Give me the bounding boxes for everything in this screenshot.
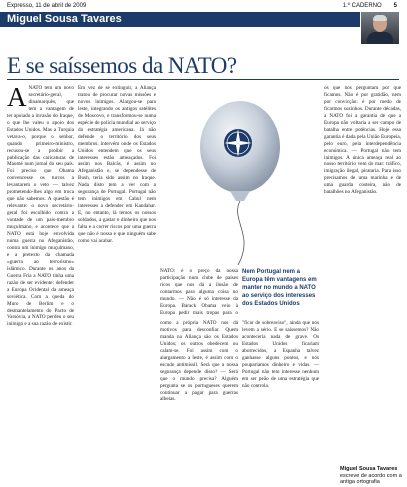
- signature-name: Miguel Sousa Tavares: [340, 466, 398, 472]
- article-column-3-upper: [160, 268, 238, 316]
- article-column-4: [242, 320, 319, 483]
- headline: E se saíssemos da NATO?: [7, 53, 237, 78]
- column-2-text: Em vez de se extinguir, a Aliança tratou de procurar novas missões e novos inimigos. Alargou-se para leste, integrando os antigos satélites de Moscovo, e transformou-se numa espécie de polícia mundial ao serviço da estratégia americana. Já não defende o território dos seus membros: intervém onde os Estados Unidos entendem que os seus interesses estão ameaçados. Foi assim nos Balcãs, é assim no Afeganistão e, se dependesse de Bush, teria sido assim no Iraque. Nada disto tem a ver com a segurança de Portugal. Portugal não tem inimigos em Cabul nem interesses a defender em Kandahar. E, no entanto, lá temos os nossos soldados, a gastar o dinheiro que nos falta e a correr riscos por uma guerra que não é nossa e que ninguém sabe como vai acabar.: [78, 85, 156, 244]
- author-name: Miguel Sousa Tavares: [7, 13, 122, 25]
- pull-quote: Nem Portugal nem a Europa têm vantagens em manter no mundo a NATO ao serviço dos interesses dos Estados Unidos: [242, 269, 317, 307]
- article-column-3: [160, 320, 238, 483]
- page-number: 5: [393, 3, 397, 9]
- author-photo: [361, 12, 399, 44]
- column-1-text: NATO tem um novo secretário-geral, dinamarquês, que tem a vantagem de ter apoiado a invasão do Iraque, o que lhe valeu o apoio dos Estados Unidos. Mas a Turquia vetava-o, porque o senhor, quando primeiro-ministro, recusou-se a proibir a publicação das caricaturas de Maomé num jornal do seu país. Foi preciso que Obama convencesse os turcos a levantarem o veto — talvez prometendo-lhes algo em troca que não sabemos. A questão é relevante: o novo secretário-geral foi escolhido contra a vontade de um país-membro muçulmano, e acontece que a NATO está hoje envolvida numa guerra no Afeganistão, contra um inimigo muçulmano, e a pretexto da chamada «guerra ao terrorismo» islâmico. Durante os anos da Guerra Fria a NATO tinha uma razão de ser evidente: defender a Europa Ocidental da ameaça soviética. Com a queda do Muro de Berlim e o desmantelamento do Pacto de Varsóvia, a NATO perdeu o seu inimigo e a sua razão de existir.: [7, 85, 74, 328]
- author-bar: [0, 12, 360, 27]
- column-3-upper-text: NATO: é o preço da nossa participação num clube de países ricos que nos dá a ilusão de contarmos para alguma coisa no mundo. — Não é só interesse da Europa. Barack Obama veio à Europa pedir mais tropas para o: [160, 268, 238, 316]
- article-column-2: [78, 85, 156, 483]
- signature: [340, 466, 404, 486]
- signature-note: escreve de acordo com a antiga ortografia: [340, 472, 402, 485]
- column-3-text: como a própria NATO nos dá motivos para desconfiar. Quem manda na Aliança são os Estados Unidos; os outros obedecem ou calam-se. Foi assim com o alargamento a leste, é assim com o escudo antimíssil. Será que a nossa segurança depende disso? — Será que o mundo precisa? Alguém pergunta se os portugueses querem continuar a pagar para guerras alheias.: [160, 320, 238, 403]
- article-column-1: [7, 85, 74, 483]
- page-header: [0, 0, 407, 12]
- column-4-text: "ficar de sobreaviso", ainda que nos levem a sério. E se saíssemos? Não aconteceria nada de grave. Os Estados Unidos ficariam aborrecidos, a Espanha talvez ganhasse alguns pontos, e nós pouparíamos dinheiro e vidas. — Portugal não tem interesse nenhum em ser peão de uma estratégia que não controla.: [242, 320, 319, 389]
- column-5-text: os que nos perguntam por que ficamos. Não é por gratidão, nem por convicção: é por medo de ficarmos sozinhos. Durante décadas, a NATO foi a garantia de que a Europa não voltaria a ser campo de batalha entre potências. Hoje essa garantia é dada pela União Europeia, pelo euro, pela interdependência económica. — Portugal não tem inimigos. A única ameaça real ao nosso território vem do mar: tráfico, imigração ilegal, pirataria. Para isso precisamos de uma marinha e de uma guarda costeira, não de batalhões no Afeganistão.: [324, 85, 401, 196]
- section-label: [343, 3, 397, 9]
- article-column-5: [324, 85, 401, 483]
- section-name: 1.º CADERNO: [342, 3, 382, 9]
- drop-cap: A: [7, 85, 27, 112]
- issue-date: Expresso, 11 de abril de 2009: [7, 3, 87, 9]
- balloon-svg: [160, 85, 320, 265]
- headline-rule: [7, 79, 399, 80]
- nato-balloon-illustration: [160, 85, 320, 265]
